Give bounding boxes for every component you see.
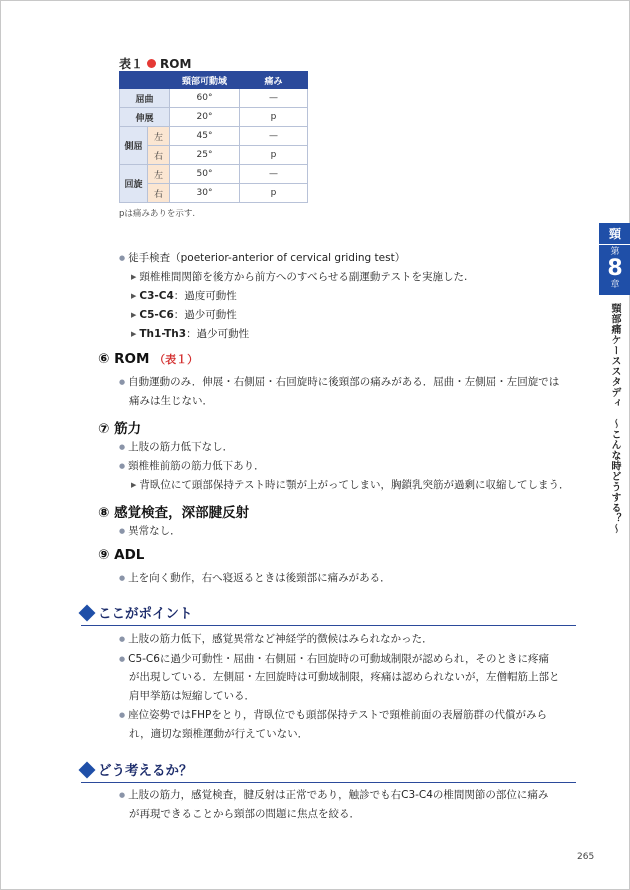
point-b2-line3: 肩甲挙筋は短縮している． bbox=[129, 690, 255, 702]
table-row bbox=[120, 146, 308, 165]
strength-b1: ● 上肢の筋力低下なし． bbox=[119, 439, 233, 454]
row-pain: p bbox=[240, 108, 308, 127]
table-row bbox=[120, 165, 308, 184]
row-value: 45° bbox=[170, 127, 240, 146]
rom-line-2: 痛みは生じない． bbox=[129, 395, 213, 407]
point-b3-line1: ● 座位姿勢ではFHPをとり，背臥位でも頭部保持テストで頸椎前面の表層筋群の代償がみら bbox=[119, 707, 547, 722]
level-desc: ：過度可動性 bbox=[173, 290, 237, 302]
chapter-sho: 章 bbox=[610, 280, 620, 290]
chapter-tab bbox=[599, 223, 630, 295]
think-section-header bbox=[81, 761, 576, 783]
rom-line-1: ● 自動運動のみ．伸展・右側屈・右回旋時に後頸部の痛みがある．屈曲・左側屈・左回旋では bbox=[119, 374, 559, 389]
row-sub: 左 bbox=[148, 165, 170, 184]
row-value: 50° bbox=[170, 165, 240, 184]
row-pain: — bbox=[240, 127, 308, 146]
strength-heading: ⑦ 筋力 bbox=[98, 421, 142, 437]
think-section-title: どう考えるか？ bbox=[98, 763, 193, 779]
manual-test-bullet: ● 徒手検査（poeterior-anterior of cervical griding test） bbox=[119, 250, 405, 265]
row-label: 伸展 bbox=[120, 108, 170, 127]
table-row bbox=[120, 89, 308, 108]
point-section-title: ここがポイント bbox=[98, 606, 193, 622]
row-label: 回旋 bbox=[120, 165, 148, 203]
level-label: C3-C4 bbox=[139, 290, 174, 302]
table-header-row bbox=[120, 72, 308, 89]
row-label: 屈曲 bbox=[120, 89, 170, 108]
manual-test-desc: ▶ 頸椎椎間関節を後方から前方へのすべらせる副運動テストを実施した. bbox=[131, 269, 467, 284]
chapter-title-vertical: 頸部痛ケーススタディ ～こんな時どうする？～ bbox=[609, 303, 620, 534]
think-b1-line2: が再現できることから頸部の問題に焦点を絞る． bbox=[129, 808, 360, 820]
row-value: 20° bbox=[170, 108, 240, 127]
row-value: 25° bbox=[170, 146, 240, 165]
level-desc: ：過少可動性 bbox=[186, 328, 250, 340]
level-label: C5-C6 bbox=[139, 309, 174, 321]
manual-test-item bbox=[131, 307, 237, 322]
table-header-rom: 頸部可動域 bbox=[170, 72, 240, 89]
table-row bbox=[120, 108, 308, 127]
rom-table-ref: （表１） bbox=[154, 353, 199, 366]
row-pain: p bbox=[240, 146, 308, 165]
diamond-icon bbox=[79, 605, 96, 622]
row-value: 60° bbox=[170, 89, 240, 108]
point-b2-line2: が出現している．左側屈・左回旋時は可動域制限，疼痛は認められないが，左僧帽筋上部と bbox=[129, 671, 560, 683]
point-b1: ● 上肢の筋力低下，感覚異常など神経学的徴候はみられなかった． bbox=[119, 631, 433, 646]
adl-b1: ● 上を向く動作，右へ寝返るときは後頸部に痛みがある． bbox=[119, 570, 391, 585]
table-header-pain: 痛み bbox=[240, 72, 308, 89]
chapter-region: 頸 bbox=[599, 226, 630, 245]
red-dot-icon bbox=[147, 59, 156, 68]
table-row bbox=[120, 127, 308, 146]
strength-b2: ● 頸椎椎前筋の筋力低下あり． bbox=[119, 458, 265, 473]
row-sub: 右 bbox=[148, 184, 170, 203]
rom-heading-text: ⑥ ROM bbox=[98, 351, 150, 367]
table-title bbox=[119, 55, 191, 72]
sensory-b1: ● 異常なし． bbox=[119, 523, 181, 538]
row-pain: — bbox=[240, 165, 308, 184]
row-pain: — bbox=[240, 89, 308, 108]
chapter-number: 8 bbox=[607, 256, 623, 281]
adl-heading: ⑨ ADL bbox=[98, 547, 145, 563]
manual-test-item bbox=[131, 288, 237, 303]
row-sub: 右 bbox=[148, 146, 170, 165]
row-pain: p bbox=[240, 184, 308, 203]
level-desc: ：過少可動性 bbox=[173, 309, 237, 321]
row-label: 側屈 bbox=[120, 127, 148, 165]
point-b2-line1: ● C5-C6に過少可動性・屈曲・右側屈・右回旋時の可動域制限が認められ，そのときに疼痛 bbox=[119, 651, 549, 666]
level-label: Th1-Th3 bbox=[139, 328, 187, 340]
page-number: 265 bbox=[577, 852, 595, 862]
table-title-main: ROM bbox=[160, 56, 192, 71]
point-b3-line2: れ，適切な頸椎運動が行えていない． bbox=[129, 728, 309, 740]
rom-heading bbox=[98, 351, 198, 367]
think-b1-line1: ● 上肢の筋力，感覚検査，腱反射は正常であり，触診でも右C3-C4の椎間関節の部位に痛み bbox=[119, 787, 548, 802]
row-value: 30° bbox=[170, 184, 240, 203]
table-header-blank bbox=[120, 72, 170, 89]
rom-table bbox=[119, 71, 308, 203]
strength-sub: ▶ 背臥位にて頭部保持テスト時に顎が上がってしまい，胸鎖乳突筋が過剰に収縮してしまう． bbox=[131, 477, 569, 492]
diamond-icon bbox=[79, 762, 96, 779]
table-note: pは痛みありを示す. bbox=[119, 209, 196, 219]
table-title-prefix: 表１ bbox=[119, 57, 144, 71]
row-sub: 左 bbox=[148, 127, 170, 146]
table-row bbox=[120, 184, 308, 203]
chapter-dai: 第 bbox=[610, 247, 620, 257]
point-section-header bbox=[81, 604, 576, 626]
sensory-heading: ⑧ 感覚検査，深部腱反射 bbox=[98, 505, 250, 521]
manual-test-item bbox=[131, 326, 249, 341]
